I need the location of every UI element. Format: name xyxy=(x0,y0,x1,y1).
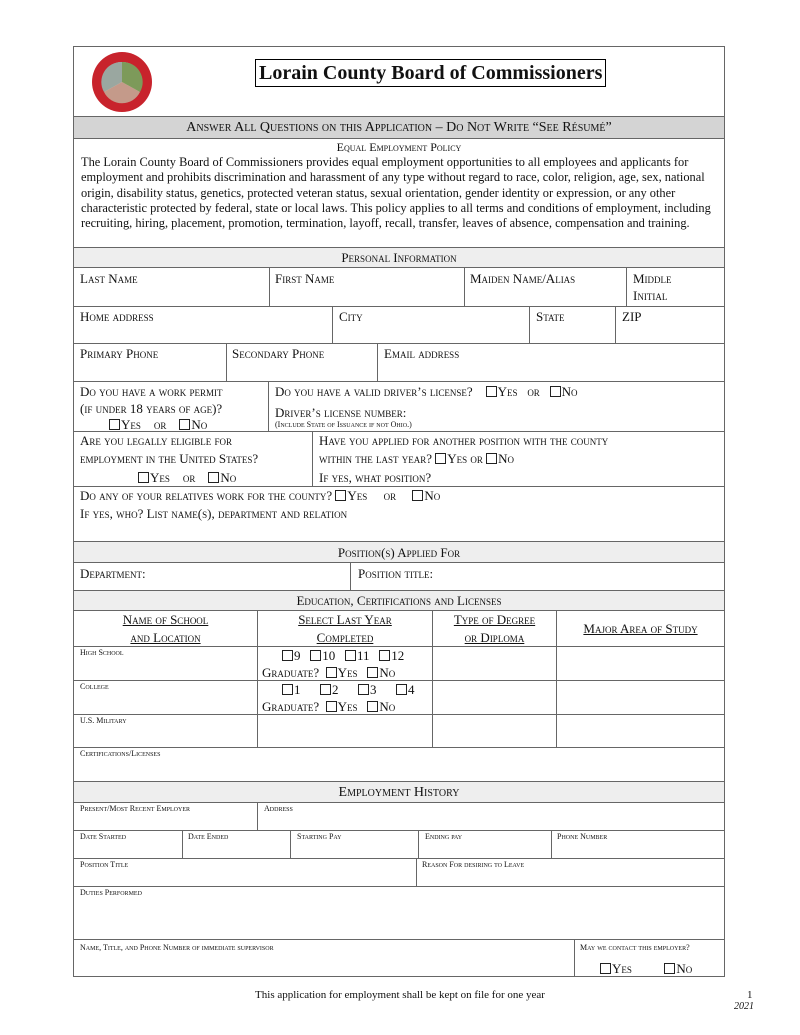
policy-heading: Equal Employment Policy xyxy=(336,140,462,154)
what-position-field[interactable]: If yes, what position? xyxy=(319,470,432,485)
label: City xyxy=(339,309,363,324)
city-field[interactable] xyxy=(332,306,530,344)
label: 4 xyxy=(408,682,415,697)
label: Name of School xyxy=(122,612,209,627)
label: May we contact this employer? xyxy=(580,943,690,952)
label: Last Name xyxy=(80,271,138,286)
duties-performed-field[interactable] xyxy=(73,886,725,940)
heading-text: Position(s) Applied For xyxy=(337,545,461,560)
employer-field[interactable] xyxy=(73,802,258,831)
eligibility-question xyxy=(73,431,313,487)
label: Date Ended xyxy=(188,832,229,841)
license-no-checkbox[interactable] xyxy=(550,386,561,397)
label: Do you have a valid driver’s license? xyxy=(275,384,473,399)
major-column-header xyxy=(556,610,725,647)
heading-text: Employment History xyxy=(338,785,460,800)
label: 10 xyxy=(322,648,336,663)
department-field[interactable] xyxy=(73,562,351,591)
first-name-field[interactable] xyxy=(269,267,465,307)
relatives-question xyxy=(73,486,725,542)
label: Starting Pay xyxy=(297,832,342,841)
secondary-phone-field[interactable] xyxy=(226,343,378,382)
personal-heading xyxy=(73,247,725,268)
relatives-no-checkbox[interactable] xyxy=(412,490,423,501)
header-section xyxy=(73,46,725,117)
label: and Location xyxy=(130,630,201,645)
label: College xyxy=(80,682,109,691)
college-field[interactable] xyxy=(73,680,258,715)
hs-graduate-yes-checkbox[interactable] xyxy=(326,667,337,678)
label: Completed xyxy=(316,630,374,645)
military-major-field[interactable] xyxy=(556,714,725,748)
label: Position Title xyxy=(80,860,129,869)
grade-10-checkbox[interactable] xyxy=(310,650,321,661)
heading-text: Education, Certifications and Licenses xyxy=(296,593,502,608)
label: 11 xyxy=(357,648,370,663)
form-year: 2021 xyxy=(734,1001,754,1012)
applied-no-checkbox[interactable] xyxy=(486,453,497,464)
label: Yes xyxy=(612,961,632,976)
label: Present/Most Recent Employer xyxy=(80,804,191,813)
label: ZIP xyxy=(622,309,642,324)
label: Ending pay xyxy=(425,832,463,841)
label: Phone Number xyxy=(557,832,608,841)
label: Yes xyxy=(337,699,358,714)
instruction-text: Answer All Questions on this Application – Do Not Write “See Résumé” xyxy=(186,120,612,135)
military-degree-field[interactable] xyxy=(432,714,557,748)
contact-employer-cell xyxy=(574,939,725,977)
label: No xyxy=(379,665,396,680)
hs-graduate-no-checkbox[interactable] xyxy=(367,667,378,678)
label: Graduate? xyxy=(262,665,320,680)
label: High School xyxy=(80,648,124,657)
label: or xyxy=(527,384,540,399)
position-title-field[interactable] xyxy=(350,562,725,591)
label: Type of Degree xyxy=(453,612,536,627)
label: 3 xyxy=(370,682,377,697)
education-heading xyxy=(73,590,725,611)
label: or xyxy=(383,488,397,503)
high-school-degree-field[interactable] xyxy=(432,646,557,681)
label: No xyxy=(379,699,396,714)
label: Have you applied for another position with the county xyxy=(319,433,609,448)
label: Yes xyxy=(337,665,358,680)
degree-column-header xyxy=(432,610,557,647)
label: Duties Performed xyxy=(80,888,142,897)
label: or xyxy=(182,470,196,485)
maiden-name-field[interactable] xyxy=(464,267,627,307)
employment-position-title-field[interactable] xyxy=(73,858,417,887)
label: No xyxy=(191,417,208,432)
school-column-header xyxy=(73,610,258,647)
license-yes-checkbox[interactable] xyxy=(486,386,497,397)
starting-pay-field[interactable] xyxy=(290,830,419,859)
high-school-year-cell xyxy=(257,646,433,681)
military-year-field[interactable] xyxy=(257,714,433,748)
label: Date Started xyxy=(80,832,127,841)
home-address-field[interactable] xyxy=(73,306,333,344)
label: Graduate? xyxy=(262,699,320,714)
contact-no-checkbox[interactable] xyxy=(664,963,675,974)
employer-phone-field[interactable] xyxy=(551,830,725,859)
label: No xyxy=(220,470,237,485)
state-field[interactable] xyxy=(529,306,616,344)
relatives-details-field[interactable]: If yes, who? List name(s), department and relation xyxy=(80,506,348,521)
positions-heading xyxy=(73,541,725,563)
label: (if under 18 years of age)? xyxy=(80,401,223,416)
reason-for-leaving-field[interactable] xyxy=(416,858,725,887)
applied-yes-checkbox[interactable] xyxy=(435,453,446,464)
employment-heading xyxy=(73,781,725,803)
label: or Diploma xyxy=(464,630,525,645)
email-field[interactable] xyxy=(377,343,725,382)
label: Reason For desiring to Leave xyxy=(422,860,525,869)
employer-address-field[interactable] xyxy=(257,802,725,831)
label: No xyxy=(676,961,693,976)
label: No xyxy=(424,488,441,503)
license-note: (Include State of Issuance if not Ohio.) xyxy=(275,420,412,429)
policy-text: The Lorain County Board of Commissioners provides equal employment opportunities to all employees and applicants for employment and prohibits discrimination and harassment of any type without regard to race, color, religion, age, sex, national origin, disability status, genetics, protected veteran status, sexual orientation, gender identity or expression, or any other characteristic protected by federal, state or local laws. This policy applies to all terms and conditions of employment, including recruiting, hiring, placement, promotion, termination, layoff, recall, transfer, leaves of absence, compensation and training. xyxy=(81,155,711,231)
year-1-checkbox[interactable] xyxy=(282,684,293,695)
label: Position title: xyxy=(358,566,434,581)
label: Address xyxy=(264,804,293,813)
middle-initial-field[interactable] xyxy=(626,267,725,307)
label: Name, Title, and Phone Number of immediate supervisor xyxy=(80,943,274,952)
label: Yes xyxy=(347,488,368,503)
college-year-cell xyxy=(257,680,433,715)
ending-pay-field[interactable] xyxy=(418,830,552,859)
high-school-field[interactable] xyxy=(73,646,258,681)
date-started-field[interactable] xyxy=(73,830,183,859)
license-number-field[interactable]: Driver’s license number: xyxy=(275,405,407,420)
label: 2 xyxy=(332,682,339,697)
label: First Name xyxy=(275,271,335,286)
label: Yes xyxy=(121,417,141,432)
applied-before-question xyxy=(312,431,725,487)
eligible-no-checkbox[interactable] xyxy=(208,472,219,483)
college-degree-field[interactable] xyxy=(432,680,557,715)
label: Primary Phone xyxy=(80,346,159,361)
military-field[interactable] xyxy=(73,714,258,748)
label: Major Area of Study xyxy=(583,621,698,636)
contact-yes-checkbox[interactable] xyxy=(600,963,611,974)
zip-field[interactable] xyxy=(615,306,725,344)
label: Middle xyxy=(633,271,672,286)
date-ended-field[interactable] xyxy=(182,830,291,859)
college-graduate-no-checkbox[interactable] xyxy=(367,701,378,712)
permit-yes-checkbox[interactable] xyxy=(109,419,120,430)
label: Do you have a work permit xyxy=(80,384,223,399)
label: 1 xyxy=(294,682,301,697)
label: Home address xyxy=(80,309,154,324)
label: Yes xyxy=(447,451,468,466)
grade-11-checkbox[interactable] xyxy=(345,650,356,661)
grade-12-checkbox[interactable] xyxy=(379,650,390,661)
eligible-yes-checkbox[interactable] xyxy=(138,472,149,483)
label: Secondary Phone xyxy=(232,346,325,361)
label: 9 xyxy=(294,648,301,663)
year-4-checkbox[interactable] xyxy=(396,684,407,695)
label: Department: xyxy=(80,566,146,581)
label: 12 xyxy=(391,648,405,663)
label: employment in the United States? xyxy=(80,451,259,466)
label: or xyxy=(153,417,167,432)
label: or xyxy=(470,451,483,466)
grade-9-checkbox[interactable] xyxy=(282,650,293,661)
year-column-header xyxy=(257,610,433,647)
last-name-field[interactable] xyxy=(73,267,270,307)
county-seal-logo xyxy=(90,50,154,114)
supervisor-field[interactable] xyxy=(73,939,575,977)
heading-text: Personal Information xyxy=(341,250,457,265)
certifications-field[interactable] xyxy=(73,747,725,782)
label: Do any of your relatives work for the county? xyxy=(80,488,333,503)
label: Initial xyxy=(633,288,668,303)
footer-note: This application for employment shall be kept on file for one year xyxy=(255,989,545,1001)
college-graduate-yes-checkbox[interactable] xyxy=(326,701,337,712)
relatives-yes-checkbox[interactable] xyxy=(335,490,346,501)
year-3-checkbox[interactable] xyxy=(358,684,369,695)
document-title: Lorain County Board of Commissioners xyxy=(255,59,606,87)
label: No xyxy=(561,384,578,399)
policy-section xyxy=(73,138,725,248)
instruction-bar xyxy=(73,116,725,139)
drivers-license-question xyxy=(268,381,725,432)
page-number: 1 xyxy=(747,989,753,1001)
label: Email address xyxy=(384,346,460,361)
label: State xyxy=(536,309,565,324)
high-school-major-field[interactable] xyxy=(556,646,725,681)
label: U.S. Military xyxy=(80,716,127,725)
permit-no-checkbox[interactable] xyxy=(179,419,190,430)
label: Select Last Year xyxy=(298,612,392,627)
work-permit-question xyxy=(73,381,269,432)
primary-phone-field[interactable] xyxy=(73,343,227,382)
label: Yes xyxy=(150,470,170,485)
year-2-checkbox[interactable] xyxy=(320,684,331,695)
label: Certifications/Licenses xyxy=(80,749,161,758)
label: Are you legally eligible for xyxy=(80,433,232,448)
label: No xyxy=(498,451,515,466)
label: Maiden Name/Alias xyxy=(470,271,576,286)
college-major-field[interactable] xyxy=(556,680,725,715)
label: Yes xyxy=(497,384,518,399)
label: within the last year? xyxy=(319,451,432,466)
